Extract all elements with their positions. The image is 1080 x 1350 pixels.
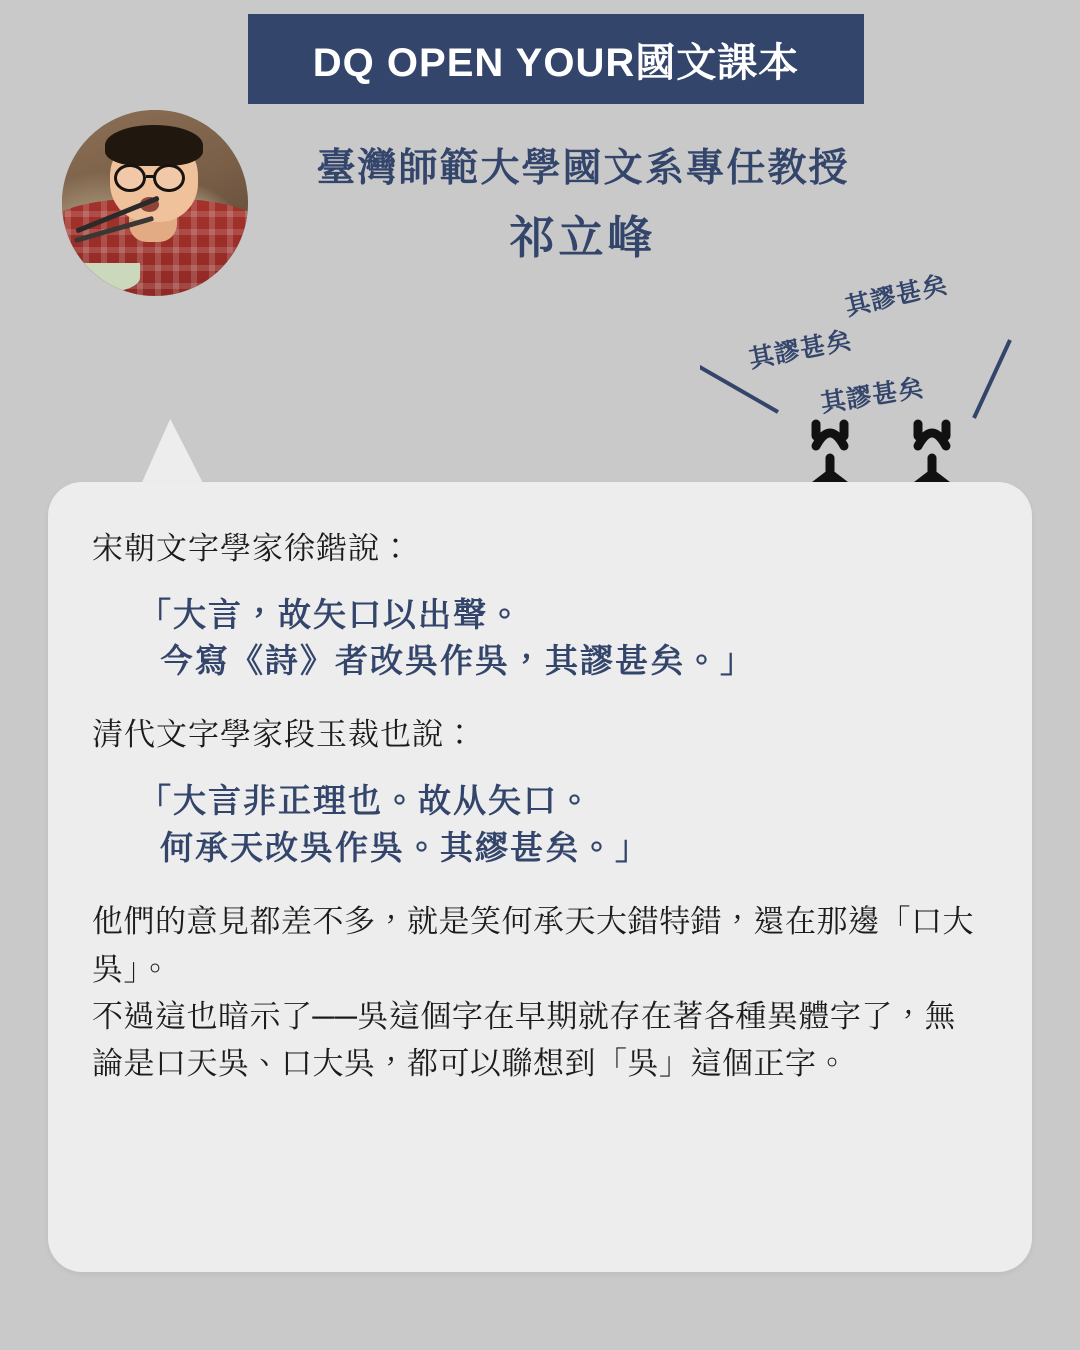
speaker-heading — [258, 146, 908, 266]
intro-qing: 清代文字學家段玉裁也說： — [92, 717, 476, 753]
quote-qing — [92, 779, 982, 873]
speaker-affiliation: 臺灣師範大學國文系專任教授 — [316, 147, 850, 190]
paragraph-1: 他們的意見都差不多，就是笑何承天大錯特錯，還在那邊「口大吳」。 — [92, 904, 974, 987]
speech-bubble-content — [48, 482, 1032, 1087]
quote-qing-line2: 何承天改吳作吳。其繆甚矣。」 — [160, 830, 650, 867]
quote-qing-line1: 「大言非正理也。故从矢口。 — [138, 783, 593, 820]
avatar-glasses-right — [153, 164, 185, 192]
paragraph-2: 不過這也暗示了──吳這個字在早期就存在著各種異體字了，無論是口天吳、口大吳，都可以聯想到「吳」這個正字。 — [92, 998, 956, 1081]
header-banner — [248, 14, 864, 104]
quote-song-line1: 「大言，故矢口以出聲。 — [138, 597, 523, 634]
avatar-glasses-left — [114, 164, 146, 192]
quote-song-line2: 今寫《詩》者改吳作吳，其謬甚矣。」 — [160, 644, 755, 681]
body-paragraphs — [92, 898, 982, 1086]
avatar-hair — [105, 125, 204, 166]
avatar — [62, 110, 248, 296]
speech-bubble — [48, 482, 1032, 1272]
shout-text-2: 其謬甚矣 — [746, 327, 855, 374]
avatar-photo — [62, 110, 248, 296]
intro-song: 宋朝文字學家徐鍇說： — [92, 531, 412, 566]
shout-text-3: 其謬甚矣 — [818, 374, 926, 418]
quote-song — [92, 593, 982, 687]
speaker-name: 祁立峰 — [509, 211, 657, 263]
avatar-glasses-bridge — [146, 175, 155, 178]
avatar-bowl — [69, 263, 140, 293]
shout-text-1: 其謬甚矣 — [842, 271, 951, 322]
banner-title: DQ OPEN YOUR國文課本 — [312, 40, 800, 85]
